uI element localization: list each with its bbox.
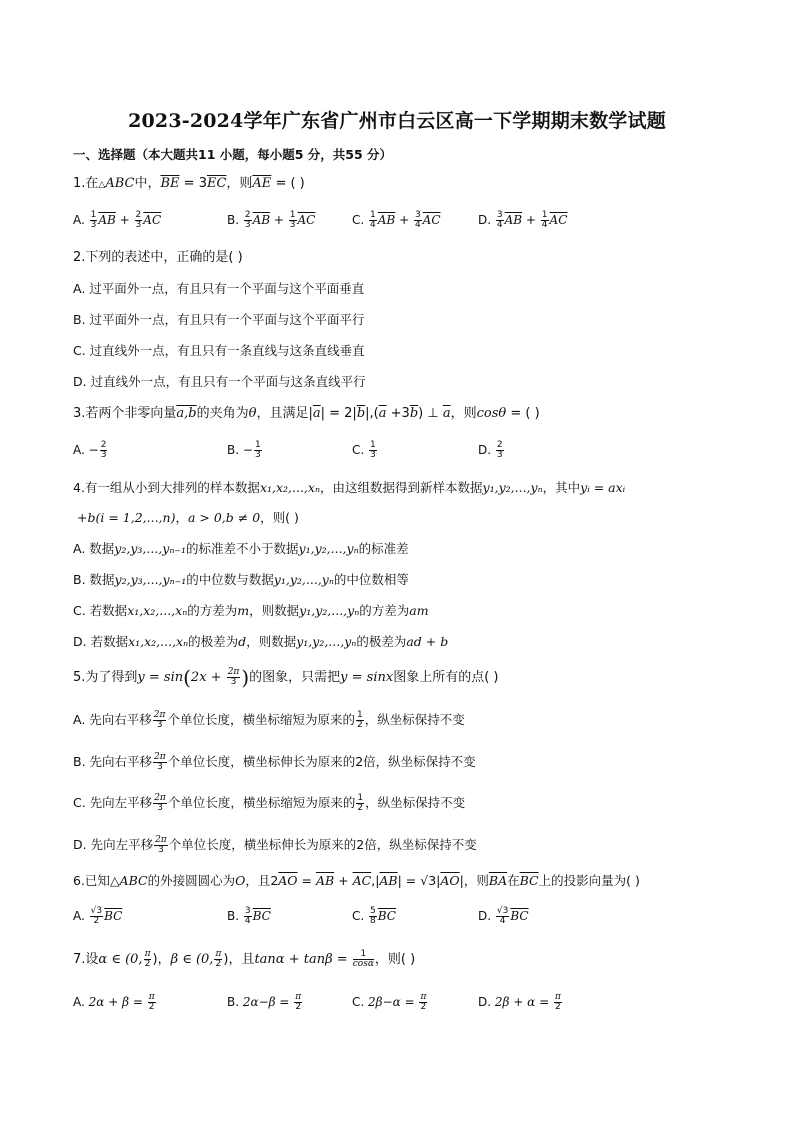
cos-theta: cosθ [476, 406, 507, 421]
q7-option-c[interactable]: C. 2β−α = $\frac{\pi}{2}$ [352, 992, 427, 1012]
q3-option-a[interactable]: A. − $\frac{2}{3}$ [73, 440, 107, 460]
question-1-stem [73, 175, 305, 194]
q6-option-a[interactable]: A. $\frac{√3}{2}$ $\overline{BC}$ [73, 906, 123, 926]
q7-option-a[interactable]: A. 2α + β = $\frac{\pi}{2}$ [73, 992, 155, 1012]
question-2-stem: 2.下列的表述中，正确的是( ) [73, 250, 243, 265]
q3-text: ，则 [450, 406, 477, 421]
q7-option-d[interactable]: D. 2β + α = $\frac{\pi}{2}$ [478, 992, 561, 1012]
q1-text: 中， [134, 176, 161, 191]
option-label: A. [73, 213, 85, 227]
q5-option-c[interactable]: C. 先向左平移 $\frac{2\pi}{3}$ 个单位长度，横坐标缩短为原来的 $\frac{1}{2}$ ，纵坐标保持不变 [73, 793, 466, 813]
vector-ac: $\overline{AC}$ [143, 213, 162, 227]
q3-option-c[interactable]: C. $\frac{1}{3}$ [352, 440, 376, 460]
q1-text: = 3 [179, 176, 207, 191]
fraction: $\frac{2}{3}$ [135, 210, 142, 230]
q3-text: ，且满足| [256, 406, 313, 421]
q2-option-d[interactable]: D. 过直线外一点，有且只有一个平面与这条直线平行 [73, 374, 366, 389]
fraction: $\frac{1}{3}$ [370, 440, 376, 460]
x-samples: x₁,x₂,...,xₙ [259, 480, 321, 495]
vector-ab: $\overline{AB}$ [98, 213, 116, 227]
vector-ab: $\overline{AB}$ [377, 213, 396, 227]
triangle-symbol: △ [98, 180, 106, 190]
vector-ab: $\overline{AB}$ [504, 213, 523, 227]
q5-option-a[interactable]: A. 先向右平移 $\frac{2\pi}{3}$ 个单位长度，横坐标缩短为原来的 $\frac{1}{2}$ ，纵坐标保持不变 [73, 710, 465, 730]
q1-option-a[interactable]: A. $\frac{1}{3}$ $\overline{AB}$ + $\frac{2}{3}$ $\overline{AC}$ [73, 210, 162, 230]
q4-option-d[interactable]: D. 若数据x₁,x₂,...,xₙ的极差为d，则数据y₁,y₂,...,yₙ的极差为ad + b [73, 634, 449, 649]
fraction: $\frac{1}{3}$ [254, 440, 261, 460]
theta: θ [248, 406, 257, 421]
q1-text: 1.在 [73, 176, 99, 191]
q7-option-b[interactable]: B. 2α−β = $\frac{\pi}{2}$ [227, 992, 302, 1012]
question-4-stem: 4.有一组从小到大排列的样本数据x₁,x₂,...,xₙ，由这组数据得到新样本数据y₁,y₂,...,yₙ，其中yᵢ = axᵢ [73, 480, 626, 495]
q6-option-d[interactable]: D. $\frac{√3}{4}$ $\overline{BC}$ [478, 906, 529, 926]
yi-formula: yᵢ = axᵢ [580, 480, 626, 495]
option-label: C. [352, 213, 365, 227]
q4-option-c[interactable]: C. 若数据x₁,x₂,...,xₙ的方差为m，则数据y₁,y₂,...,yₙ的方差为am [73, 603, 429, 618]
q5-option-d[interactable]: D. 先向左平移 $\frac{2\pi}{3}$ 个单位长度，横坐标伸长为原来的2倍，纵坐标保持不变 [73, 835, 477, 855]
question-7-stem: 7.设α ∈ (0, $\frac{\pi}{2}$ )，β ∈ (0, $\frac{\pi}{2}$ )，且tanα + tanβ = $\frac{1}{\cos\alpha}$ ，则( ) [73, 949, 416, 969]
q2-option-a[interactable]: A. 过平面外一点，有且只有一个平面与这个平面垂直 [73, 281, 365, 296]
q1-option-d[interactable]: D. $\frac{3}{4}$ $\overline{AB}$ + $\frac{1}{4}$ $\overline{AC}$ [478, 210, 568, 230]
vector-ac: $\overline{AC}$ [297, 213, 316, 227]
q4-option-a[interactable]: A. 数据y₂,y₃,...,yₙ₋₁的标准差不小于数据y₁,y₂,...,yₙ的标准差 [73, 541, 409, 556]
fraction: $\frac{1}{3}$ [289, 210, 296, 230]
q1-option-c[interactable]: C. $\frac{1}{4}$ $\overline{AB}$ + $\frac{3}{4}$ $\overline{AC}$ [352, 210, 441, 230]
q3-text: +3 [386, 406, 410, 421]
vectors-ab: a,b [176, 406, 197, 421]
q2-option-b[interactable]: B. 过平面外一点，有且只有一个平面与这个平面平行 [73, 312, 365, 327]
fraction: $\frac{1}{3}$ [90, 210, 97, 230]
q3-text: 的夹角为 [196, 406, 249, 421]
y-samples: y₁,y₂,...,yₙ [482, 480, 543, 495]
q3-text: |,( [365, 406, 379, 421]
vector-ec: $\overline{EC}$ [206, 176, 227, 191]
vector-be: $\overline{BE}$ [160, 176, 180, 191]
fraction: $\frac{3}{4}$ [414, 210, 421, 230]
q3-option-d[interactable]: D. $\frac{2}{3}$ [478, 440, 503, 460]
sin-function: y = sin [137, 670, 184, 685]
q4-option-b[interactable]: B. 数据y₂,y₃,...,yₙ₋₁的中位数与数据y₁,y₂,...,yₙ的中位数相等 [73, 572, 409, 587]
q1-option-b[interactable]: B. $\frac{2}{3}$ $\overline{AB}$ + $\frac{1}{3}$ $\overline{AC}$ [227, 210, 316, 230]
page-title: 2023-2024学年广东省广州市白云区高一下学期期末数学试题 [128, 110, 666, 132]
fraction: $\frac{2\pi}{3}$ [227, 667, 240, 687]
vector-ae: $\overline{AE}$ [252, 176, 272, 191]
q3-text: = ( ) [506, 406, 540, 421]
vector-ac: $\overline{AC}$ [422, 213, 441, 227]
section-heading: 一、选择题（本大题共11 小题，每小题5 分，共55 分） [73, 147, 393, 162]
q6-option-c[interactable]: C. $\frac{5}{8}$ $\overline{BC}$ [352, 906, 396, 926]
fraction: $\frac{1}{4}$ [541, 210, 548, 230]
question-5-stem: 5.为了得到y = sin(2x + $\frac{2\pi}{3}$ )的图象，只需把y = sinx图象上所有的点( ) [73, 665, 499, 690]
q1-text: = ( ) [271, 176, 305, 191]
option-label: B. [227, 213, 240, 227]
q5-option-b[interactable]: B. 先向右平移 $\frac{2\pi}{3}$ 个单位长度，横坐标伸长为原来的2倍，纵坐标保持不变 [73, 752, 476, 772]
fraction: $\frac{2}{3}$ [496, 440, 503, 460]
option-label: D. [478, 213, 492, 227]
q3-text: | = 2| [320, 406, 357, 421]
q1-text: ，则 [226, 176, 253, 191]
question-6-stem: 6.已知△ABC的外接圆圆心为O，且$2\overline{AO} = \overline{AB} + \overline{AC},|\overline{AB}| = √3|\overline{AO}|$，则$\overline{BA}$在$\overline{BC}$上的投影向量为( ) [73, 873, 640, 888]
fraction: $\frac{2}{3}$ [244, 210, 251, 230]
fraction: $\frac{2}{3}$ [100, 440, 107, 460]
q3-text: 3.若两个非零向量 [73, 406, 177, 421]
q1-abc: ABC [105, 176, 135, 191]
q2-option-c[interactable]: C. 过直线外一点，有且只有一条直线与这条直线垂直 [73, 343, 365, 358]
vector-ac: $\overline{AC}$ [549, 213, 568, 227]
fraction: $\frac{3}{4}$ [496, 210, 503, 230]
q6-option-b[interactable]: B. $\frac{3}{4}$ $\overline{BC}$ [227, 906, 271, 926]
q3-option-b[interactable]: B. − $\frac{1}{3}$ [227, 440, 261, 460]
question-3-stem: 3.若两个非零向量a,b的夹角为θ，且满足$|\overline{a}| = 2|\overline{b}|,(\overline{a} +3\overline{b})$ ⊥ $\overline{a}$，则cosθ = ( ) [73, 406, 540, 421]
q3-text: ) ⊥ [418, 406, 443, 421]
vector-ab: $\overline{AB}$ [252, 213, 271, 227]
question-4-stem-cont: +b(i = 1,2,...,n)，a > 0,b ≠ 0，则( ) [77, 510, 299, 525]
fraction: $\frac{1}{4}$ [370, 210, 376, 230]
